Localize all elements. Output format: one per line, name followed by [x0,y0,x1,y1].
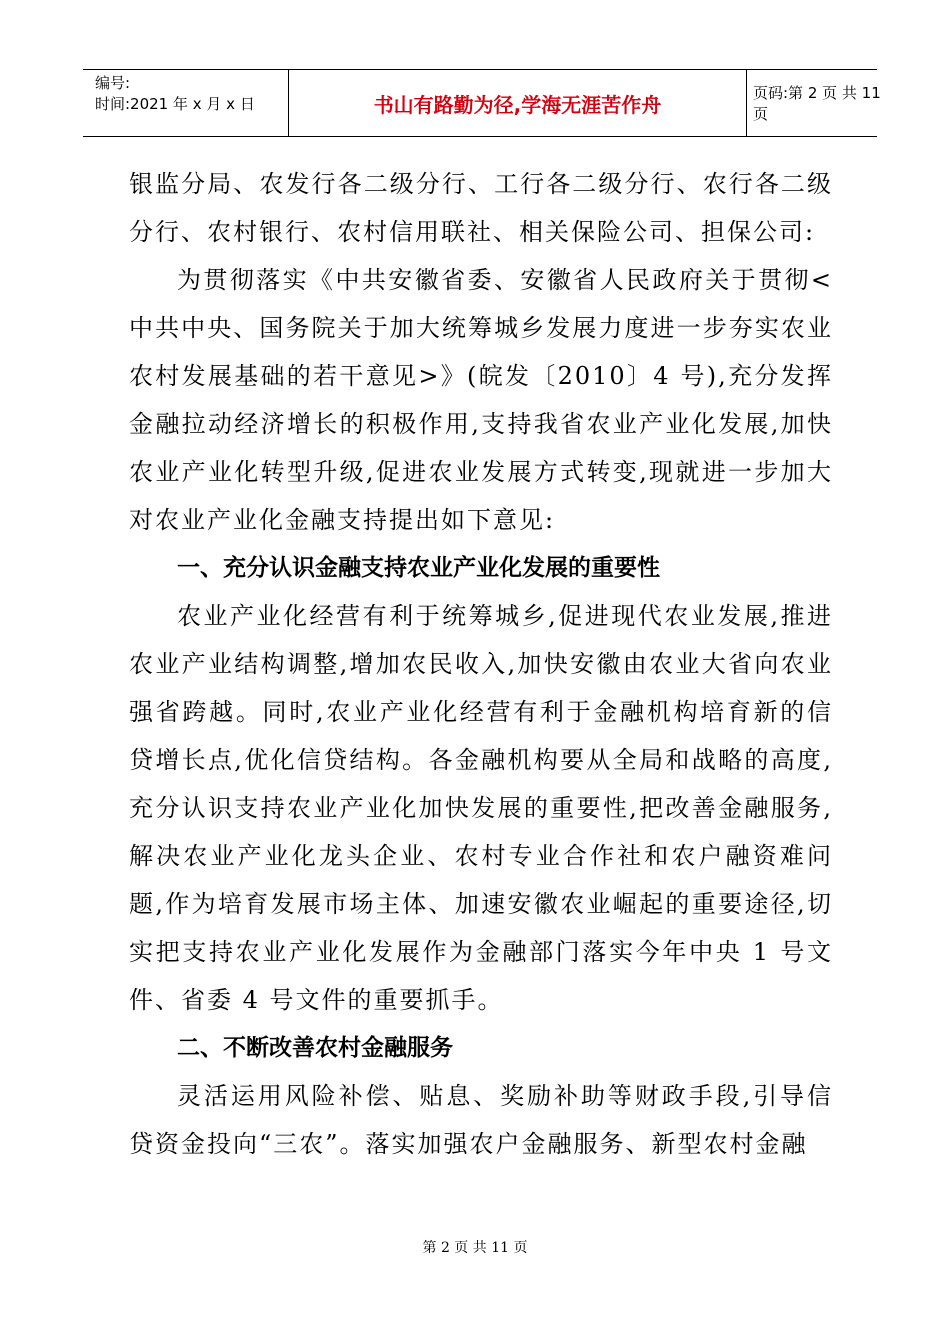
section-heading-2: 二、不断改善农村金融服务 [177,1035,453,1061]
page-footer: 第 2 页 共 11 页 [422,1240,528,1256]
section-1-paragraph: 农业产业化经营有利于统筹城乡,促进现代农业发展,推进农业产业结构调整,增加农民收入,加快安徽由农业大省向农业强省跨越。同时,农业产业化经营有利于金融机构培育新的信贷增长点,优化信贷结构。各金融机构要从全局和战略的高度,充分认识支持农业产业化加快发展的重要性,把改善金融服务,解决农业产业化龙头企业、农村专业合作社和农户融资难问题,作为培育发展市场主体、加速安徽农业崛起的重要途径,切实把支持农业产业化发展作为金融部门落实今年中央 1 号文件、省委 4 号文件的重要抓手。 [129,602,833,1014]
section-2-paragraph: 灵活运用风险补偿、贴息、奖励补助等财政手段,引导信贷资金投向“三农”。落实加强农户金融服务、新型农村金融 [129,1082,833,1158]
addressee-paragraph: 银监分局、农发行各二级分行、工行各二级分行、农行各二级分行、农村银行、农村信用联社、相关保险公司、担保公司: [129,170,833,246]
section-heading-1: 一、充分认识金融支持农业产业化发展的重要性 [177,555,660,581]
header-page-number: 页码:第 2 页 共 11 页 [753,84,881,123]
document-time-label: 时间:2021 年 x 月 x 日 [95,95,255,113]
document-body [129,160,833,1168]
page-header [83,69,881,137]
header-motto: 书山有路勤为径,学海无涯苦作舟 [288,70,747,136]
header-meta [83,70,288,139]
intro-paragraph: 为贯彻落实《中共安徽省委、安徽省人民政府关于贯彻<中共中央、国务院关于加大统筹城乡发展力度进一步夯实农业农村发展基础的若干意见>》(皖发〔2010〕4 号),充分发挥金融拉动经济增长的积极作用,支持我省农业产业化发展,加快农业产业化转型升级,促进农业发展方式转变,现就进一步加大对农业产业化金融支持提出如下意见: [129,266,833,534]
document-number-label: 编号: [95,74,131,92]
